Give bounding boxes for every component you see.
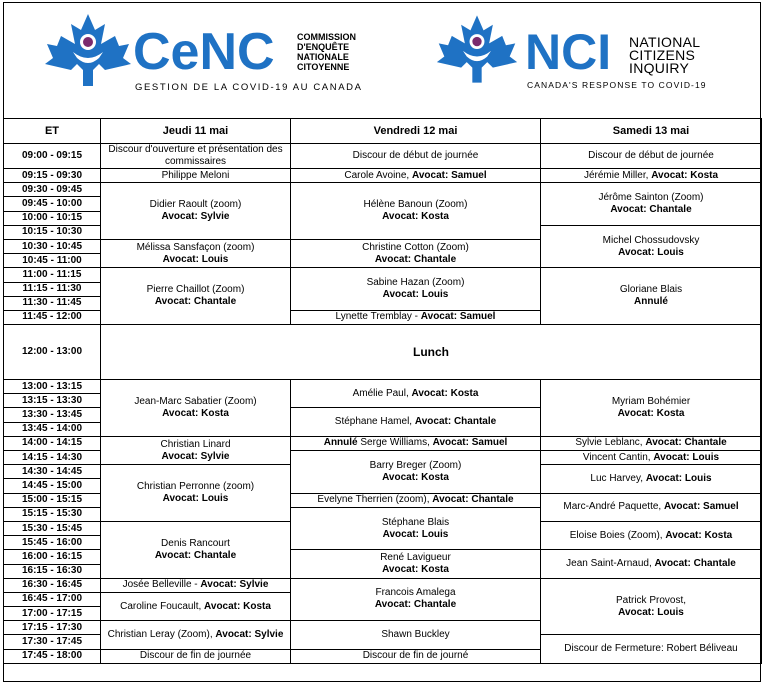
time-slot: 11:15 - 11:30 xyxy=(4,282,101,296)
speaker-name: Vincent Cantin, xyxy=(582,451,654,463)
lawyer-label: Avocat: Chantale xyxy=(154,549,237,561)
speaker-name: Jérôme Sainton (Zoom) xyxy=(598,191,704,203)
speaker-name: Eloise Boies (Zoom), xyxy=(569,529,666,541)
speaker-name: Myriam Bohémier xyxy=(611,395,691,407)
time-slot: 11:45 - 12:00 xyxy=(4,310,101,324)
session-cell xyxy=(101,465,291,522)
session-cell xyxy=(541,225,762,268)
speaker-name: René Lavigueur xyxy=(380,552,451,563)
lawyer-label: Avocat: Sylvie xyxy=(215,628,284,640)
speaker-name: Christine Cotton (Zoom) xyxy=(362,241,469,253)
time-slot: 16:15 - 16:30 xyxy=(4,564,101,578)
schedule-row xyxy=(4,578,762,592)
session-cell xyxy=(101,239,291,267)
speaker-name: Marc-André Paquette, xyxy=(563,501,664,513)
time-slot: 13:30 - 13:45 xyxy=(4,408,101,422)
time-slot: 09:15 - 09:30 xyxy=(4,169,101,183)
schedule-row xyxy=(4,268,762,282)
speaker-name: Discour de fin de journée xyxy=(139,650,252,662)
speaker-name: Jean-Marc Sabatier (Zoom) xyxy=(134,395,257,407)
session-cell xyxy=(541,436,762,450)
session-cell xyxy=(291,621,541,649)
speaker-name: Carole Avoine, xyxy=(344,169,412,181)
session-cell xyxy=(101,268,291,325)
time-slot: 15:00 - 15:15 xyxy=(4,493,101,507)
lawyer-label: Avocat: Chantale xyxy=(374,253,457,265)
session-cell xyxy=(291,436,541,450)
session-cell xyxy=(291,493,541,507)
time-slot: 14:00 - 14:15 xyxy=(4,436,101,450)
lawyer-label: Avocat: Chantale xyxy=(645,437,727,449)
lawyer-label: Avocat: Kosta xyxy=(617,407,685,419)
time-slot: 15:45 - 16:00 xyxy=(4,536,101,550)
speaker-name: Denis Rancourt xyxy=(161,537,230,549)
header-thursday: Jeudi 11 mai xyxy=(101,119,291,144)
lawyer-label: Avocat: Louis xyxy=(382,528,449,540)
session-cell xyxy=(291,268,541,311)
lunch-break: Lunch xyxy=(101,325,762,380)
session-cell xyxy=(101,144,291,169)
speaker-name: Jean Saint-Arnaud, xyxy=(566,558,655,569)
speaker-name: Sabine Hazan (Zoom) xyxy=(366,277,465,289)
session-cell xyxy=(291,169,541,183)
lawyer-label: Avocat: Samuel xyxy=(663,501,739,513)
nci-name-line: CITIZENS xyxy=(629,47,696,63)
lawyer-label: Avocat: Samuel xyxy=(432,437,508,449)
session-cell xyxy=(541,451,762,465)
lawyer-label: Avocat: Chantale xyxy=(432,494,514,506)
session-cell xyxy=(541,268,762,325)
lawyer-label: Avocat: Louis xyxy=(653,451,720,463)
session-cell xyxy=(101,521,291,578)
lawyer-label: Avocat: Samuel xyxy=(411,169,487,181)
time-slot: 12:00 - 13:00 xyxy=(4,325,101,380)
session-cell xyxy=(101,578,291,592)
nci-name-line: NATIONAL xyxy=(629,34,701,50)
time-slot: 16:00 - 16:15 xyxy=(4,550,101,564)
lawyer-label: Avocat: Kosta xyxy=(382,211,449,223)
speaker-name: Francois Amalega xyxy=(375,587,456,599)
session-cell xyxy=(541,380,762,437)
time-slot: 15:30 - 15:45 xyxy=(4,521,101,535)
session-cell xyxy=(101,183,291,240)
nci-tagline: CANADA'S RESPONSE TO COVID-19 xyxy=(527,80,707,90)
schedule-row xyxy=(4,183,762,197)
lawyer-label: Avocat: Kosta xyxy=(411,387,479,399)
time-slot: 17:45 - 18:00 xyxy=(4,649,101,663)
cenc-name-lines xyxy=(297,32,356,72)
session-cell xyxy=(541,144,762,169)
nci-name-lines xyxy=(629,36,700,75)
speaker-name: Jérémie Miller, xyxy=(583,169,652,181)
cenc-name-line: D'ENQUÊTE xyxy=(297,42,350,52)
cancelled-label: Annulé xyxy=(323,437,358,449)
session-cell xyxy=(541,183,762,226)
lawyer-label: Avocat: Chantale xyxy=(610,203,692,215)
lawyer-label: Avocat: Kosta xyxy=(382,471,449,483)
speaker-name: Luc Harvey, xyxy=(590,472,646,484)
session-cell xyxy=(101,380,291,437)
speaker-name: Caroline Foucault, xyxy=(120,600,205,612)
session-cell xyxy=(291,144,541,169)
lawyer-label: Avocat: Chantale xyxy=(374,599,457,611)
time-slot: 10:45 - 11:00 xyxy=(4,254,101,268)
speaker-name: Stéphane Blais xyxy=(381,516,450,528)
time-slot: 11:30 - 11:45 xyxy=(4,296,101,310)
time-slot: 13:45 - 14:00 xyxy=(4,422,101,436)
nci-maple-leaf-icon xyxy=(435,12,519,86)
time-slot: 09:00 - 09:15 xyxy=(4,144,101,169)
speaker-name: Amélie Paul, xyxy=(352,387,412,399)
session-cell xyxy=(291,408,541,436)
speaker-name: Discour d'ouverture et présentation des commissaires xyxy=(108,144,283,167)
lawyer-label: Avocat: Louis xyxy=(618,246,684,258)
time-slot: 10:00 - 10:15 xyxy=(4,211,101,225)
session-cell xyxy=(541,465,762,493)
schedule-row xyxy=(4,169,762,183)
session-cell xyxy=(541,578,762,635)
speaker-name: Discour de Fermeture: Robert Béliveau xyxy=(564,643,738,655)
speaker-name: Stéphane Hamel, xyxy=(334,416,415,428)
lawyer-label: Avocat: Chantale xyxy=(154,296,237,308)
session-cell xyxy=(101,621,291,649)
lawyer-label: Avocat: Samuel xyxy=(420,311,496,323)
time-slot: 09:45 - 10:00 xyxy=(4,197,101,211)
header-friday: Vendredi 12 mai xyxy=(291,119,541,144)
time-slot: 13:00 - 13:15 xyxy=(4,380,101,394)
cenc-name-line: CITOYENNE xyxy=(297,62,350,72)
session-cell xyxy=(291,578,541,621)
schedule-header-row xyxy=(4,119,762,144)
time-slot: 15:15 - 15:30 xyxy=(4,507,101,521)
lawyer-label: Avocat: Louis xyxy=(162,493,229,505)
speaker-name: Discour de fin de journé xyxy=(362,650,469,662)
lawyer-label: Avocat: Kosta xyxy=(651,169,719,181)
lawyer-label: Avocat: Chantale xyxy=(654,558,736,569)
session-cell xyxy=(291,507,541,550)
time-slot: 09:30 - 09:45 xyxy=(4,183,101,197)
time-slot: 14:45 - 15:00 xyxy=(4,479,101,493)
speaker-name: Christian Leray (Zoom), xyxy=(107,628,216,640)
time-slot: 10:15 - 10:30 xyxy=(4,225,101,239)
speaker-name: Philippe Meloni xyxy=(161,169,230,181)
speaker-name: Discour de début de journée xyxy=(588,150,714,161)
time-slot: 10:30 - 10:45 xyxy=(4,239,101,253)
speaker-name: Michel Chossudovsky xyxy=(602,234,700,246)
schedule-row xyxy=(4,380,762,394)
session-cell xyxy=(541,550,762,578)
speaker-name: Josée Belleville - xyxy=(122,579,201,591)
time-slot: 17:30 - 17:45 xyxy=(4,635,101,649)
cenc-tagline: GESTION DE LA COVID-19 AU CANADA xyxy=(135,82,363,93)
time-slot: 17:15 - 17:30 xyxy=(4,621,101,635)
lawyer-label: Annulé xyxy=(634,296,668,308)
time-slot: 16:30 - 16:45 xyxy=(4,578,101,592)
session-cell xyxy=(291,310,541,324)
session-cell xyxy=(541,635,762,663)
time-slot: 13:15 - 13:30 xyxy=(4,394,101,408)
header-et: ET xyxy=(4,119,101,144)
schedule-table xyxy=(3,118,762,664)
speaker-name: Didier Raoult (zoom) xyxy=(149,199,242,211)
speaker-name: Patrick Provost, xyxy=(615,594,687,606)
speaker-name: Gloriane Blais xyxy=(619,284,683,296)
time-slot: 16:45 - 17:00 xyxy=(4,592,101,606)
speaker-name: Lynette Tremblay - xyxy=(335,311,421,323)
speaker-name: Christian Perronne (zoom) xyxy=(136,481,255,493)
nci-logo-text: NCI xyxy=(525,24,612,80)
header-banner xyxy=(3,2,761,118)
time-slot: 14:30 - 14:45 xyxy=(4,465,101,479)
session-cell xyxy=(291,550,541,578)
session-cell xyxy=(291,183,541,240)
lawyer-label: Avocat: Louis xyxy=(645,472,712,484)
speaker-name: Evelyne Therrien (zoom), xyxy=(317,494,433,506)
session-cell xyxy=(541,521,762,549)
cenc-maple-leaf-icon xyxy=(43,12,133,88)
session-cell xyxy=(101,649,291,663)
session-cell xyxy=(291,451,541,494)
schedule-body xyxy=(4,144,762,664)
speaker-name: Hélène Banoun (Zoom) xyxy=(363,199,468,211)
cenc-name-line: COMMISSION xyxy=(297,32,357,42)
lawyer-label: Avocat: Kosta xyxy=(204,600,271,612)
cenc-name-line: NATIONALE xyxy=(297,52,349,62)
lawyer-label: Avocat: Chantale xyxy=(414,416,497,428)
lawyer-label: Avocat: Kosta xyxy=(382,564,449,575)
time-slot: 14:15 - 14:30 xyxy=(4,451,101,465)
nci-name-line: INQUIRY xyxy=(629,60,690,76)
lawyer-label: Avocat: Sylvie xyxy=(161,211,230,223)
session-cell xyxy=(291,239,541,267)
lawyer-label: Avocat: Kosta xyxy=(162,407,229,419)
session-cell xyxy=(541,169,762,183)
session-cell xyxy=(541,493,762,521)
schedule-row xyxy=(4,436,762,450)
speaker-name: Barry Breger (Zoom) xyxy=(369,459,462,471)
speaker-name: Discour de début de journée xyxy=(352,150,479,161)
lawyer-label: Avocat: Sylvie xyxy=(200,579,269,591)
lawyer-label: Avocat: Louis xyxy=(162,253,229,265)
speaker-name: Sylvie Leblanc, xyxy=(575,437,646,449)
speaker-name: Mélissa Sansfaçon (zoom) xyxy=(136,241,255,253)
session-cell xyxy=(101,592,291,620)
lawyer-label: Avocat: Louis xyxy=(618,606,684,618)
schedule-row xyxy=(4,144,762,169)
speaker-name: Serge Williams, xyxy=(357,437,433,449)
lawyer-label: Avocat: Sylvie xyxy=(161,450,230,462)
cenc-logo-text: CeNC xyxy=(133,23,275,81)
session-cell xyxy=(101,169,291,183)
time-slot: 11:00 - 11:15 xyxy=(4,268,101,282)
time-slot: 17:00 - 17:15 xyxy=(4,607,101,621)
header-saturday: Samedi 13 mai xyxy=(541,119,762,144)
schedule-row xyxy=(4,325,762,380)
speaker-name: Shawn Buckley xyxy=(381,628,450,640)
speaker-name: Christian Linard xyxy=(160,438,231,450)
speaker-name: Pierre Chaillot (Zoom) xyxy=(146,284,245,296)
lawyer-label: Avocat: Kosta xyxy=(665,529,733,541)
session-cell xyxy=(291,380,541,408)
session-cell xyxy=(291,649,541,663)
lawyer-label: Avocat: Louis xyxy=(382,289,449,301)
session-cell xyxy=(101,436,291,464)
